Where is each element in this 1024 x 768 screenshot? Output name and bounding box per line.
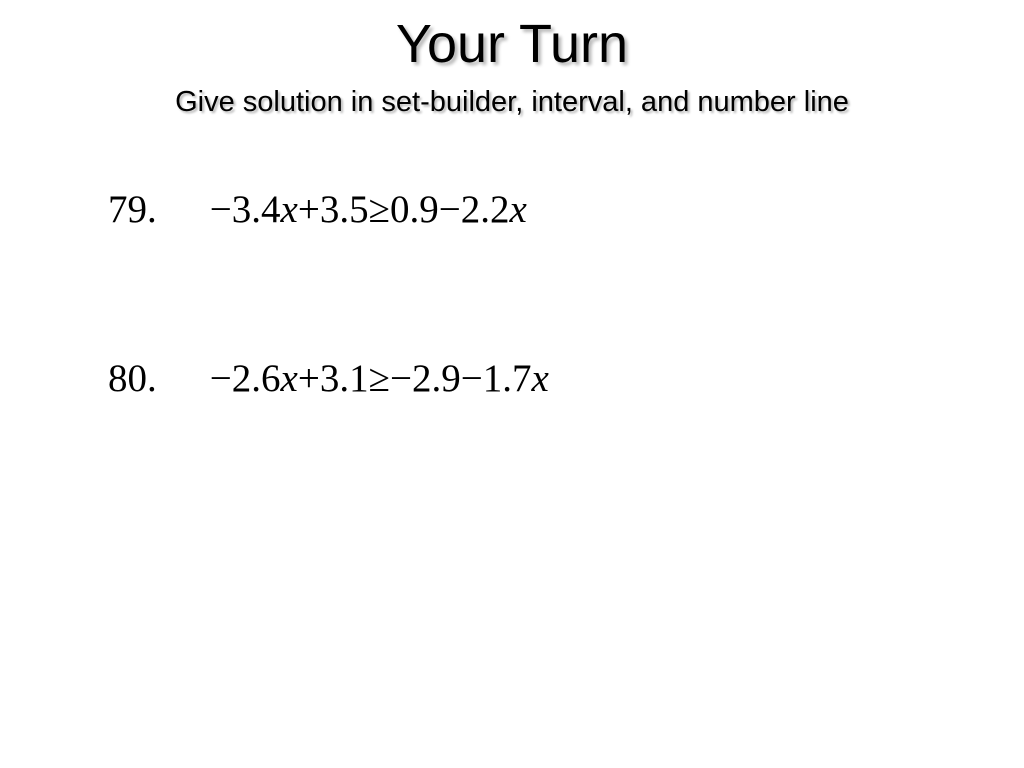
minus-sign: − bbox=[209, 357, 232, 400]
problem-80 bbox=[108, 355, 549, 403]
constant: −2.9 bbox=[389, 357, 461, 400]
variable: x bbox=[531, 357, 549, 400]
problem-number: 80. bbox=[108, 357, 157, 400]
coefficient: 2.2 bbox=[460, 188, 510, 231]
inequality-expression bbox=[210, 186, 527, 234]
variable: x bbox=[280, 357, 298, 400]
problem-number: 79. bbox=[108, 188, 157, 231]
coefficient: 2.6 bbox=[231, 357, 281, 400]
greater-equal-sign: ≥ bbox=[368, 357, 390, 400]
problem-79 bbox=[108, 186, 527, 234]
slide-title: Your Turn bbox=[395, 14, 629, 74]
minus-sign: − bbox=[460, 357, 483, 400]
plus-sign: + bbox=[297, 357, 320, 400]
inequality-expression bbox=[210, 355, 549, 403]
coefficient: 3.4 bbox=[231, 188, 281, 231]
plus-sign: + bbox=[297, 188, 320, 231]
minus-sign: − bbox=[438, 188, 461, 231]
variable: x bbox=[509, 188, 527, 231]
coefficient: 1.7 bbox=[482, 357, 532, 400]
variable: x bbox=[280, 188, 298, 231]
greater-equal-sign: ≥ bbox=[368, 188, 390, 231]
constant: 3.5 bbox=[319, 188, 369, 231]
slide-subtitle: Give solution in set-builder, interval, and number line bbox=[175, 86, 849, 118]
constant: 0.9 bbox=[389, 188, 439, 231]
minus-sign: − bbox=[209, 188, 232, 231]
constant: 3.1 bbox=[319, 357, 369, 400]
